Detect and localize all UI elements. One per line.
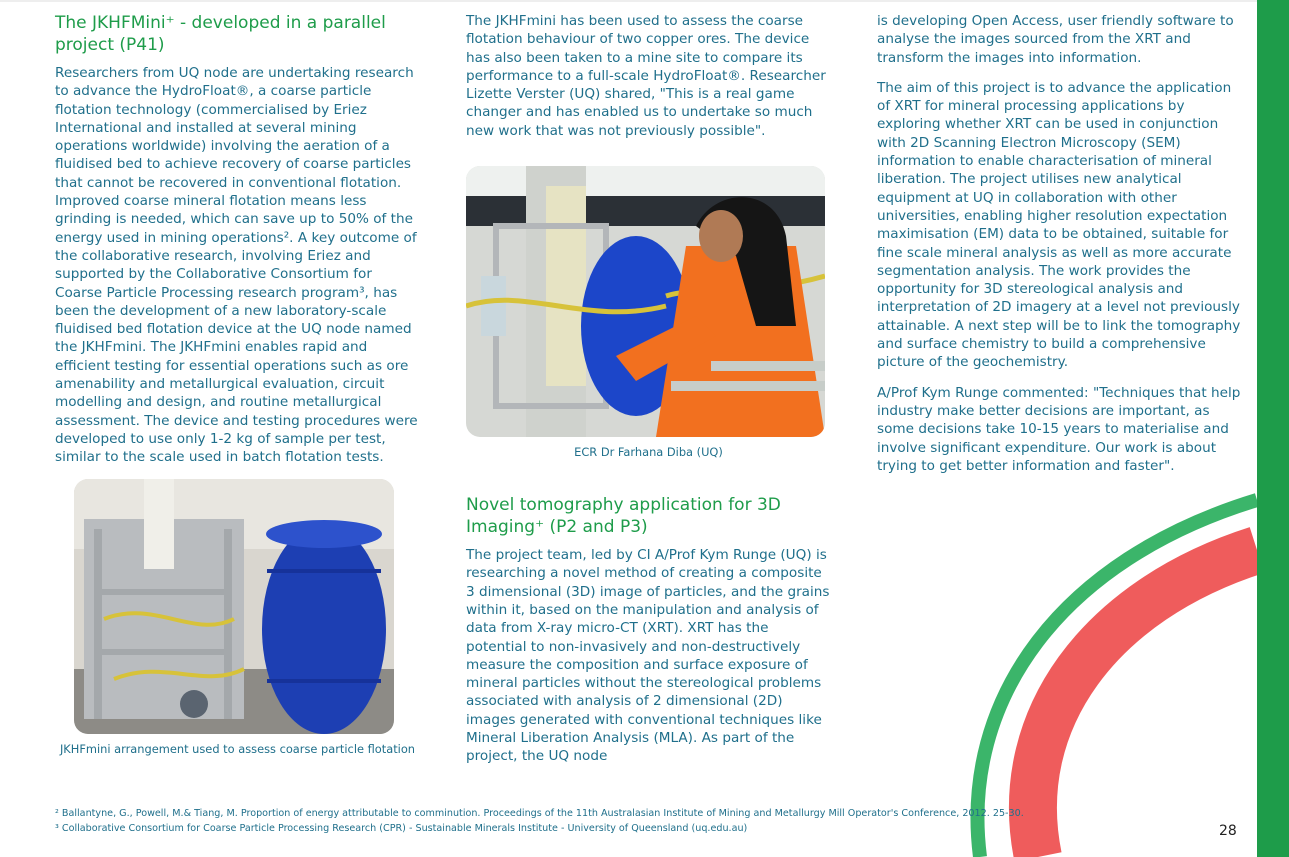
footnotes [55,806,1024,836]
researcher-photo [466,166,825,437]
photo-caption-jkhfmini: JKHFmini arrangement used to assess coarse particle flotation [59,741,416,756]
red-arc [1033,550,1257,857]
column-middle [466,12,831,778]
section-heading-tomography: Novel tomography application for 3D Imaging⁺ (P2 and P3) [466,495,781,538]
footnote-3: ³ Collaborative Consortium for Coarse Particle Processing Research (CPR) - Sustainable Minerals Institute - University of Queensland (uq.edu.au) [55,823,748,834]
section-heading-jkhfmini: The JKHFMini⁺ - developed in a parallel project (P41) [55,13,386,55]
researcher-at-device-image [466,166,825,437]
brand-side-bar [1257,0,1289,857]
page-number: 28 [1219,823,1237,839]
white-arc-gap [996,522,1257,857]
body-paragraph: The JKHFmini has been used to assess the coarse flotation behaviour of two copper ores. The device has also been taken to a mine site to compare its performance to a full-scale HydroFloat®. Researcher Lizette Verster (UQ) shared, "This is a real game changer and has enabled us to undertake so much new work that was not previously possible". [466,13,826,139]
body-paragraph: A/Prof Kym Runge commented: "Techniques that help industry make better decisions are important, as some decisions take 10-15 years to materialise and involve significant expenditure. Our work is about trying to get better information and faster". [877,384,1241,474]
jkhfmini-photo [74,479,394,734]
top-rule [0,0,1257,2]
column-left [55,12,420,756]
column-right [877,12,1242,487]
body-paragraph: Researchers from UQ node are undertaking research to advance the HydroFloat®, a coarse particle flotation technology (commercialised by Eriez International and installed at several mining operations worldwide) involving the aeration of a fluidised bed to achieve recovery of coarse particles that cannot be recovered in conventional flotation. Improved coarse mineral flotation means less grinding is needed, which can save up to 50% of the energy used in mining operations². A key outcome of the collaborative research, involving Eriez and supported by the Collaborative Consortium for Coarse Particle Processing research program³, has been the development of a new laboratory-scale fluidised bed flotation device at the UQ node named the JKHFmini. The JKHFmini enables rapid and efficient testing for essential operations such as ore amenability and metallurgical evaluation, circuit modelling and design, and routine metallurgical assessment. The device and testing procedures were developed to use only 1-2 kg of sample per test, similar to the scale used in batch flotation tests. [55,65,418,466]
body-paragraph: is developing Open Access, user friendly software to analyse the images sourced from the XRT and transform the images into information. [877,13,1234,66]
lab-equipment-image [74,479,394,734]
photo-caption-researcher: ECR Dr Farhana Diba (UQ) [574,445,723,460]
footnote-2: ² Ballantyne, G., Powell, M.& Tiang, M. Proportion of energy attributable to comminution. Proceedings of the 11th Australasian Institute of Mining and Metallurgy Mill Operator's Conference, 2012. 25-30. [55,808,1024,819]
body-paragraph: The aim of this project is to advance the application of XRT for mineral processing applications by exploring whether XRT can be used in conjunction with 2D Scanning Electron Microscopy (SEM) information to enable characterisation of mineral liberation. The project utilises new analytical equipment at UQ in collaboration with other universities, enabling higher resolution expectation maximisation (EM) data to be obtained, suitable for fine scale mineral analysis as well as more accurate segmentation analysis. The work provides the opportunity for 3D stereological analysis and interpretation of 2D imagery at a level not previously attainable. A next step will be to link the tomography and surface chemistry to build a comprehensive picture of the geochemistry. [877,79,1241,371]
body-paragraph: The project team, led by CI A/Prof Kym Runge (UQ) is researching a novel method of creating a composite 3 dimensional (3D) image of particles, and the grains within it, based on the manipulation and analysis of data from X-ray micro-CT (XRT). XRT has the potential to non-invasively and non-destructively measure the composition and surface exposure of mineral particles without the stereological problems associated with analysis of 2 dimensional (2D) images generated with conventional techniques like Mineral Liberation Analysis (MLA). As part of the project, the UQ node [466,547,830,765]
green-arc [977,500,1257,857]
